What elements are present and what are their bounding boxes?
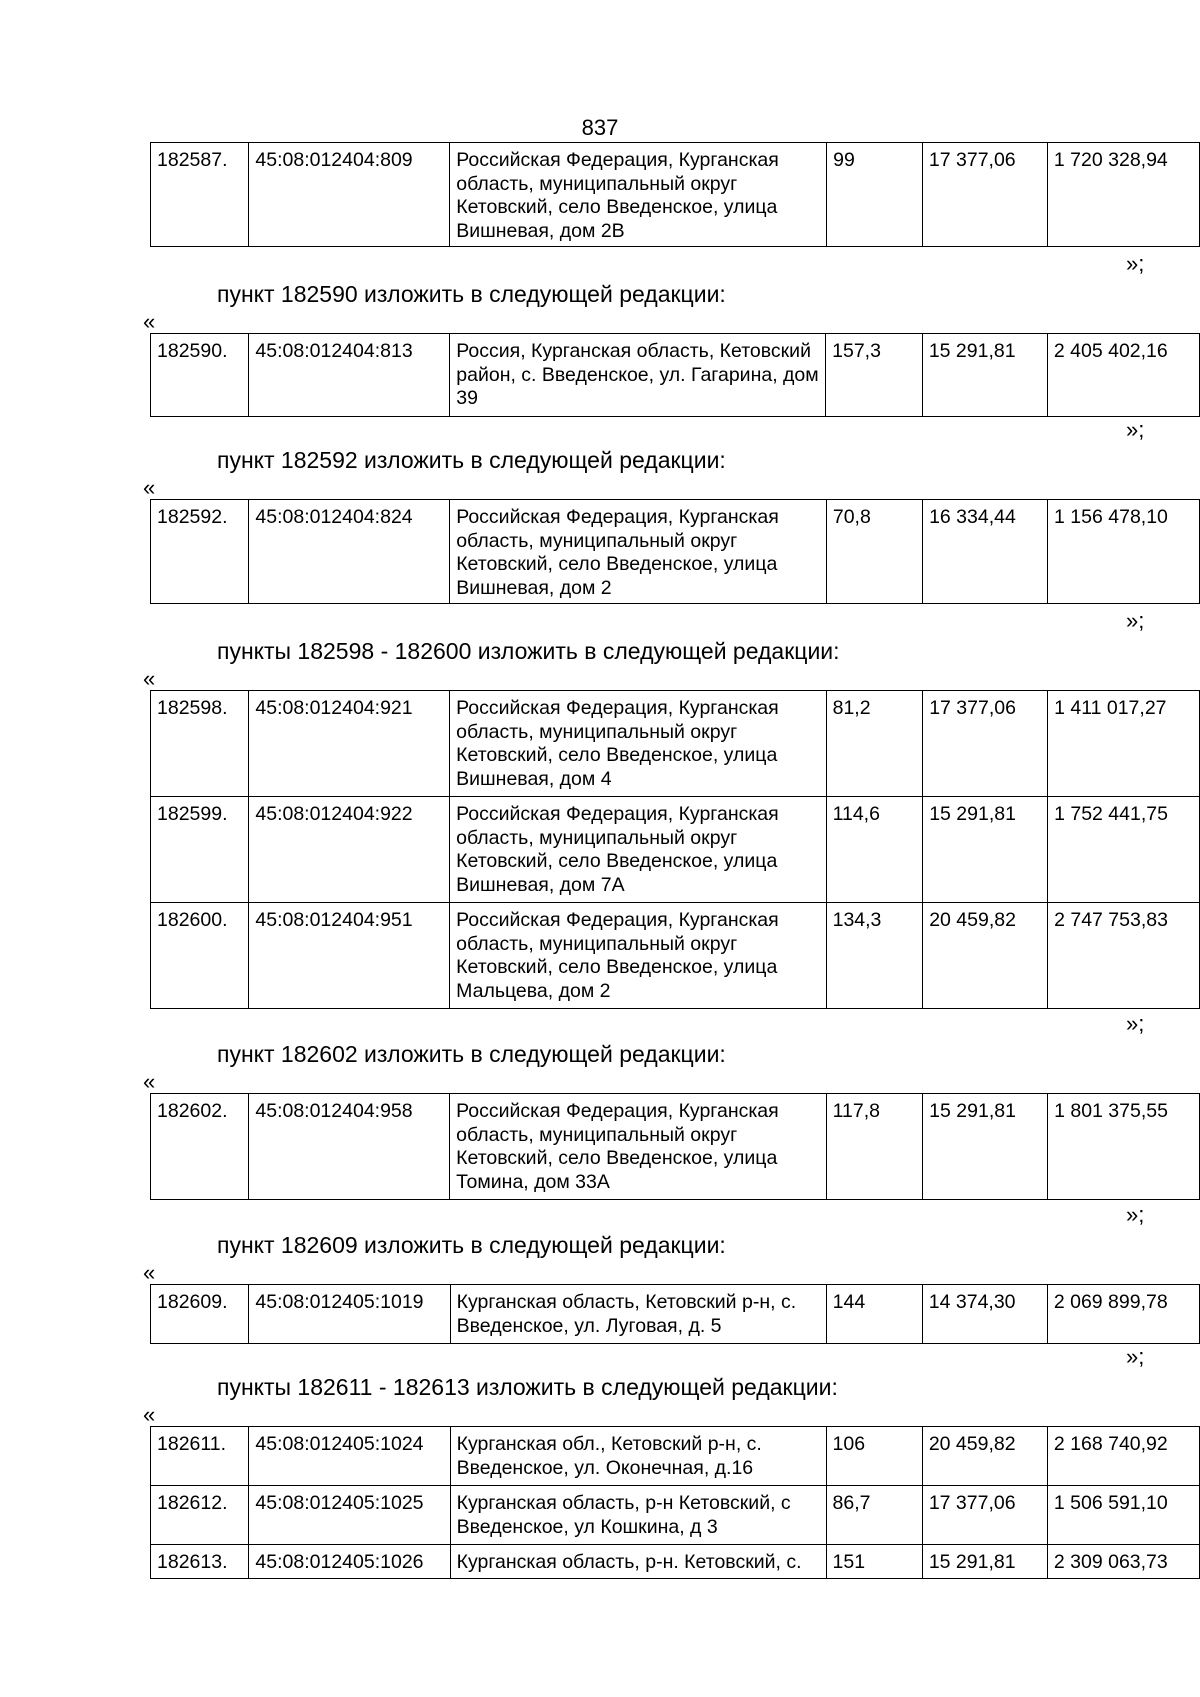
row-number-cell: 182587.	[151, 143, 249, 247]
area-cell: 81,2	[826, 691, 923, 797]
area-cell: 106	[826, 1427, 922, 1486]
table-row	[151, 903, 1200, 1009]
area-cell: 86,7	[826, 1486, 922, 1545]
amendment-table	[150, 1284, 1200, 1344]
cadastral-number-cell: 45:08:012404:958	[249, 1094, 450, 1200]
area-cell: 151	[826, 1545, 922, 1579]
address-cell: Российская Федерация, Курганская область, муниципальный округ Кетовский, село Введенское, улица Томина, дом 33А	[450, 1094, 826, 1200]
opening-quote: «	[143, 1260, 156, 1285]
area-cell: 144	[826, 1285, 922, 1344]
table-row	[151, 334, 1200, 417]
rate-cell: 20 459,82	[923, 903, 1048, 1009]
table-row	[151, 143, 1200, 247]
rate-cell: 15 291,81	[922, 334, 1047, 417]
cadastral-value-cell: 1 720 328,94	[1047, 143, 1199, 247]
closing-quote: »;	[1126, 1202, 1145, 1227]
row-number-cell: 182609.	[151, 1285, 249, 1344]
opening-quote: «	[143, 1069, 156, 1094]
table-row	[151, 1427, 1200, 1486]
opening-quote: «	[143, 309, 156, 334]
cadastral-value-cell: 1 156 478,10	[1048, 500, 1200, 604]
row-number-cell: 182611.	[151, 1427, 249, 1486]
row-number-cell: 182599.	[151, 797, 249, 903]
rate-cell: 15 291,81	[923, 1094, 1048, 1200]
amendment-table	[150, 690, 1200, 1009]
address-cell: Российская Федерация, Курганская область, муниципальный округ Кетовский, село Введенское, улица Вишневая, дом 2В	[450, 143, 827, 247]
row-number-cell: 182602.	[151, 1094, 249, 1200]
rate-cell: 17 377,06	[923, 691, 1048, 797]
address-cell: Курганская обл., Кетовский р-н, с. Введенское, ул. Оконечная, д.16	[450, 1427, 826, 1486]
address-cell: Курганская область, Кетовский р-н, с. Введенское, ул. Луговая, д. 5	[450, 1285, 826, 1344]
rate-cell: 15 291,81	[923, 797, 1048, 903]
cadastral-value-cell: 2 309 063,73	[1047, 1545, 1199, 1579]
rate-cell: 16 334,44	[923, 500, 1048, 604]
cadastral-number-cell: 45:08:012404:809	[249, 143, 450, 247]
amendment-instruction: пункт 182602 изложить в следующей редакции:	[217, 1041, 726, 1067]
amendment-instruction: пункт 182592 изложить в следующей редакции:	[217, 447, 726, 473]
area-cell: 114,6	[826, 797, 923, 903]
cadastral-value-cell: 2 168 740,92	[1047, 1427, 1199, 1486]
cadastral-number-cell: 45:08:012405:1025	[249, 1486, 450, 1545]
closing-quote: »;	[1126, 1011, 1145, 1036]
opening-quote: «	[143, 666, 156, 691]
closing-quote: »;	[1126, 417, 1145, 442]
area-cell: 157,3	[826, 334, 923, 417]
area-cell: 134,3	[826, 903, 923, 1009]
cadastral-number-cell: 45:08:012404:813	[249, 334, 450, 417]
row-number-cell: 182598.	[151, 691, 249, 797]
cadastral-number-cell: 45:08:012404:951	[249, 903, 450, 1009]
page-number: 837	[581, 115, 619, 140]
address-cell: Российская Федерация, Курганская область, муниципальный округ Кетовский, село Введенское, улица Вишневая, дом 4	[450, 691, 826, 797]
cadastral-number-cell: 45:08:012405:1024	[249, 1427, 450, 1486]
address-cell: Курганская область, р-н. Кетовский, с.	[450, 1545, 826, 1579]
address-cell: Российская Федерация, Курганская область, муниципальный округ Кетовский, село Введенское, улица Вишневая, дом 7А	[450, 797, 826, 903]
amendment-table	[150, 142, 1200, 247]
address-cell: Курганская область, р-н Кетовский, с Введенское, ул Кошкина, д 3	[450, 1486, 826, 1545]
opening-quote: «	[143, 475, 156, 500]
row-number-cell: 182613.	[151, 1545, 249, 1579]
rate-cell: 17 377,06	[922, 143, 1047, 247]
rate-cell: 14 374,30	[922, 1285, 1047, 1344]
area-cell: 117,8	[826, 1094, 923, 1200]
closing-quote: »;	[1126, 251, 1145, 276]
closing-quote: »;	[1126, 608, 1145, 633]
cadastral-number-cell: 45:08:012404:921	[249, 691, 450, 797]
area-cell: 70,8	[826, 500, 922, 604]
table-row	[151, 1486, 1200, 1545]
area-cell: 99	[827, 143, 923, 247]
row-number-cell: 182592.	[151, 500, 249, 604]
amendment-instruction: пункты 182598 - 182600 изложить в следующей редакции:	[217, 638, 840, 664]
amendment-table	[150, 1093, 1200, 1200]
cadastral-value-cell: 2 747 753,83	[1048, 903, 1200, 1009]
cadastral-number-cell: 45:08:012405:1019	[249, 1285, 450, 1344]
address-cell: Россия, Курганская область, Кетовский район, с. Введенское, ул. Гагарина, дом 39	[450, 334, 826, 417]
row-number-cell: 182612.	[151, 1486, 249, 1545]
cadastral-value-cell: 1 506 591,10	[1047, 1486, 1199, 1545]
table-row	[151, 797, 1200, 903]
rate-cell: 20 459,82	[922, 1427, 1047, 1486]
rate-cell: 15 291,81	[922, 1545, 1047, 1579]
opening-quote: «	[143, 1402, 156, 1427]
row-number-cell: 182600.	[151, 903, 249, 1009]
address-cell: Российская Федерация, Курганская область, муниципальный округ Кетовский, село Введенское, улица Мальцева, дом 2	[450, 903, 826, 1009]
closing-quote: »;	[1126, 1344, 1145, 1369]
cadastral-number-cell: 45:08:012405:1026	[249, 1545, 450, 1579]
amendment-table	[150, 1426, 1200, 1579]
table-row	[151, 1094, 1200, 1200]
table-row	[151, 500, 1200, 604]
rate-cell: 17 377,06	[922, 1486, 1047, 1545]
address-cell: Российская Федерация, Курганская область, муниципальный округ Кетовский, село Введенское, улица Вишневая, дом 2	[450, 500, 827, 604]
amendment-instruction: пункт 182590 изложить в следующей редакции:	[217, 281, 726, 307]
amendment-table	[150, 333, 1200, 417]
cadastral-value-cell: 1 801 375,55	[1048, 1094, 1200, 1200]
cadastral-value-cell: 2 069 899,78	[1047, 1285, 1199, 1344]
cadastral-value-cell: 2 405 402,16	[1047, 334, 1199, 417]
table-row	[151, 1545, 1200, 1579]
cadastral-value-cell: 1 411 017,27	[1048, 691, 1200, 797]
table-row	[151, 1285, 1200, 1344]
cadastral-value-cell: 1 752 441,75	[1048, 797, 1200, 903]
amendment-instruction: пункт 182609 изложить в следующей редакции:	[217, 1232, 726, 1258]
table-row	[151, 691, 1200, 797]
cadastral-number-cell: 45:08:012404:824	[249, 500, 450, 604]
amendment-table	[150, 499, 1200, 604]
cadastral-number-cell: 45:08:012404:922	[249, 797, 450, 903]
amendment-instruction: пункты 182611 - 182613 изложить в следующей редакции:	[217, 1374, 838, 1400]
row-number-cell: 182590.	[151, 334, 249, 417]
